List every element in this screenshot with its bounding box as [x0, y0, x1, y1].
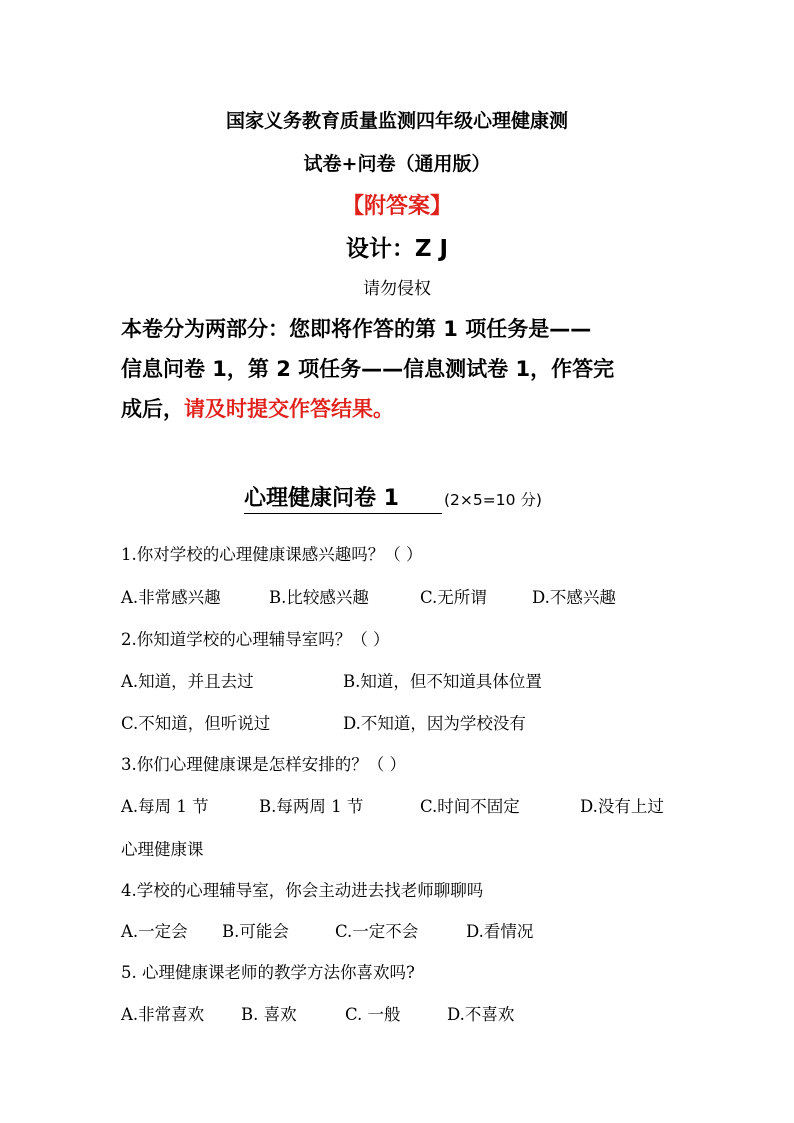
q2-option-d: D.不知道，因为学校没有	[343, 714, 526, 733]
q3-option-c: C.时间不固定	[420, 797, 520, 816]
question-5: 5. 心理健康课老师的教学方法你喜欢吗?	[121, 963, 415, 982]
q1-option-b: B.比较感兴趣	[269, 588, 369, 607]
q1-option-a: A.非常感兴趣	[121, 588, 221, 607]
submit-reminder: 请及时提交作答结果。	[184, 397, 394, 421]
intro-line-3	[121, 393, 394, 423]
q2-option-b: B.知道，但不知道具体位置	[343, 672, 542, 691]
intro-line-2: 信息问卷 1，第 2 项任务——信息测试卷 1，作答完	[121, 357, 615, 381]
q2-option-c: C.不知道，但听说过	[121, 714, 271, 733]
answer-note: 【附答案】	[341, 194, 452, 219]
q5-option-a: A.非常喜欢	[121, 1005, 205, 1024]
intro-line-3-prefix: 成后，	[121, 397, 184, 421]
question-2: 2.你知道学校的心理辅导室吗？（ ）	[121, 630, 390, 649]
q3-option-d: D.没有上过	[580, 797, 664, 816]
q1-option-d: D.不感兴趣	[532, 588, 616, 607]
q3-option-a: A.每周 1 节	[121, 797, 209, 816]
designer-line: 设计：Z J	[345, 236, 449, 262]
q2-option-a: A.知道，并且去过	[121, 672, 254, 691]
question-1: 1.你对学校的心理健康课感兴趣吗？（ ）	[121, 545, 423, 564]
q3-option-d-continuation: 心理健康课	[121, 840, 204, 859]
document-subtitle: 试卷+问卷（通用版）	[303, 153, 491, 175]
q5-option-b: B. 喜欢	[241, 1005, 297, 1024]
q1-option-c: C.无所谓	[420, 588, 487, 607]
intro-line-1: 本卷分为两部分：您即将作答的第 1 项任务是——	[121, 317, 592, 341]
q4-option-c: C.一定不会	[335, 922, 419, 941]
q4-option-d: D.看情况	[466, 922, 534, 941]
q4-option-b: B.可能会	[222, 922, 289, 941]
section-heading	[244, 481, 542, 514]
section-title: 心理健康问卷 1	[244, 481, 442, 514]
question-4: 4.学校的心理辅导室，你会主动进去找老师聊聊吗	[121, 881, 484, 900]
copyright-note: 请勿侵权	[363, 279, 431, 299]
q5-option-c: C. 一般	[345, 1005, 401, 1024]
question-3: 3.你们心理健康课是怎样安排的？（ ）	[121, 755, 406, 774]
document-title: 国家义务教育质量监测四年级心理健康测	[225, 110, 568, 132]
q5-option-d: D.不喜欢	[447, 1005, 515, 1024]
section-score: (2×5=10 分)	[444, 491, 542, 509]
q3-option-b: B.每两周 1 节	[259, 797, 364, 816]
q4-option-a: A.一定会	[121, 922, 188, 941]
